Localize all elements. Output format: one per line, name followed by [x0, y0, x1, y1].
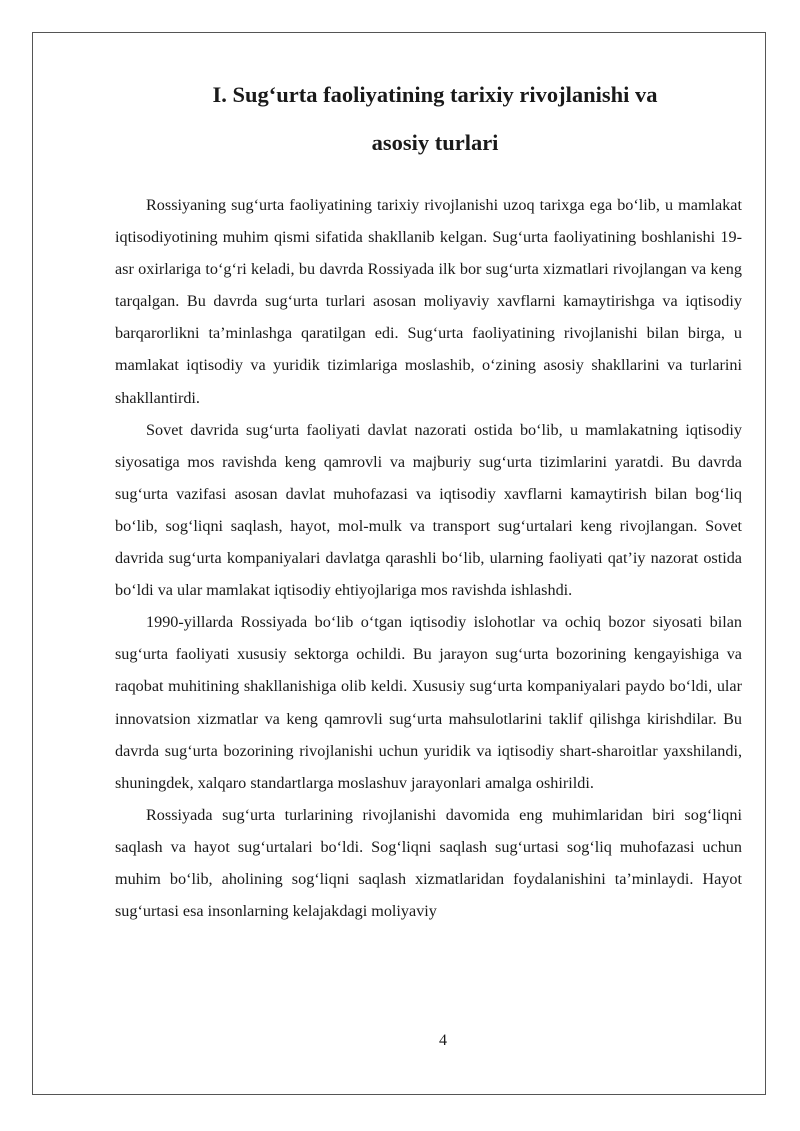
paragraph-4: Rossiyada sug‘urta turlarining rivojlanishi davomida eng muhimlaridan biri sog‘liqni saqlash va hayot sug‘urtalari bo‘ldi. Sog‘liqni saqlash sug‘urtasi sog‘liq muhofazasi uchun muhim bo‘lib, aholining sog‘liqni saqlash xizmatlaridan foydalanishini ta’minlaydi. Hayot sug‘urtasi esa insonlarning kelajakdagi moliyaviy	[115, 805, 742, 921]
paragraph-2: Sovet davrida sug‘urta faoliyati davlat nazorati ostida bo‘lib, u mamlakatning iqtisodiy siyosatiga mos ravishda keng qamrovli va majburiy sug‘urta tizimlarini yaratdi. Bu davrda sug‘urta vazifasi asosan davlat muhofazasi va iqtisodiy xavflarni kamaytirish bilan bog‘liq bo‘lib, sog‘liqni saqlash, hayot, mol-mulk va transport sug‘urtalari keng rivojlangan. Sovet davrida sug‘urta kompaniyalari davlatga qarashli bo‘lib, ularning faoliyati qat’iy nazorat ostida bo‘ldi va ular mamlakat iqtisodiy ehtiyojlariga mos ravishda ishlashdi.	[115, 420, 742, 600]
section-title-line-2: asosiy turlari	[371, 130, 499, 155]
page-number: 4	[439, 1032, 447, 1049]
body-text	[115, 189, 742, 927]
section-title	[110, 71, 760, 167]
paragraph-1: Rossiyaning sug‘urta faoliyatining tarixiy rivojlanishi uzoq tarixga ega bo‘lib, u mamlakat iqtisodiyotining muhim qismi sifatida shakllanib kelgan. Sug‘urta faoliyatining boshlanishi 19-asr oxirlariga to‘g‘ri keladi, bu davrda Rossiyada ilk bor sug‘urta xizmatlari rivojlangan va keng tarqalgan. Bu davrda sug‘urta turlari asosan moliyaviy xavflarni kamaytirishga va iqtisodiy barqarorlikni ta’minlashga qaratilgan edi. Sug‘urta faoliyatining rivojlanishi bilan birga, u mamlakat iqtisodiy va yuridik tizimlariga moslashib, o‘zining asosiy shakllarini va turlarini shakllantirdi.	[115, 196, 742, 407]
paragraph-3: 1990-yillarda Rossiyada bo‘lib o‘tgan iqtisodiy islohotlar va ochiq bozor siyosati bilan sug‘urta faoliyati xususiy sektorga ochildi. Bu jarayon sug‘urta bozorining kengayishiga va raqobat muhitining shakllanishiga olib keldi. Xususiy sug‘urta kompaniyalari paydo bo‘ldi, ular innovatsion xizmatlar va keng qamrovli sug‘urta mahsulotlarini taklif qilishga kirishdilar. Bu davrda sug‘urta bozorining rivojlanishi uchun yuridik va iqtisodiy shart-sharoitlar yaxshilandi, shuningdek, xalqaro standartlarga moslashuv jarayonlari amalga oshirildi.	[115, 613, 742, 792]
section-title-line-1: I. Sug‘urta faoliyatining tarixiy rivojlanishi va	[212, 82, 658, 107]
